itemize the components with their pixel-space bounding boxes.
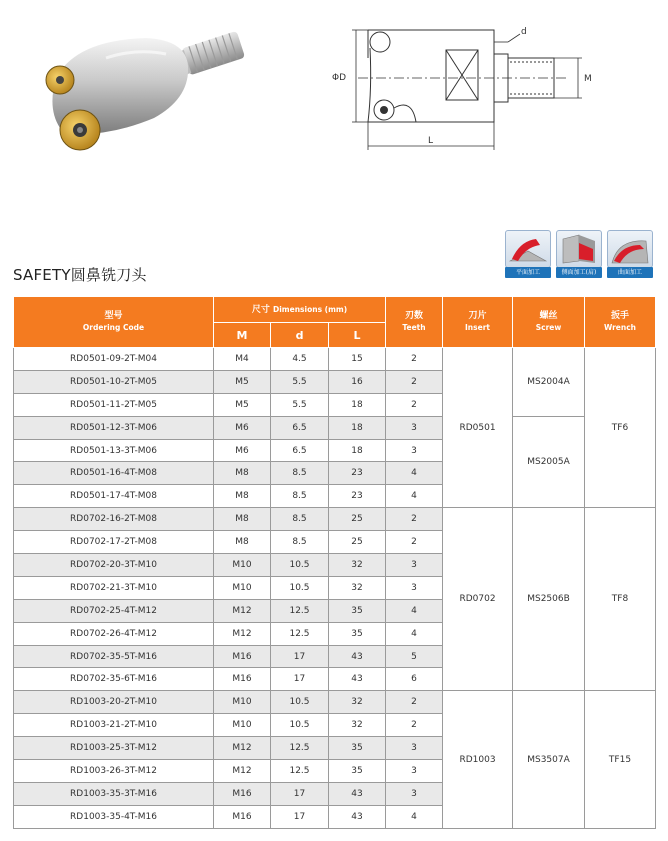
ordering-code-cell: RD0501-10-2T-M05 (14, 370, 214, 393)
teeth-cell: 5 (386, 645, 443, 668)
m-cell: M8 (214, 462, 271, 485)
header-dimensions-cn: 尺寸 (251, 304, 270, 315)
table-row (14, 691, 656, 714)
d-cell: 12.5 (271, 760, 329, 783)
l-cell: 35 (329, 737, 386, 760)
d-cell: 17 (271, 668, 329, 691)
ordering-code-cell: RD0702-17-2T-M08 (14, 531, 214, 554)
m-cell: M12 (214, 599, 271, 622)
teeth-cell: 4 (386, 805, 443, 828)
teeth-cell: 3 (386, 554, 443, 577)
curved-surface-icon (607, 230, 653, 278)
teeth-cell: 3 (386, 737, 443, 760)
face-milling-label: 平面加工 (505, 267, 551, 278)
wrench-cell: TF6 (585, 348, 656, 508)
l-cell: 25 (329, 531, 386, 554)
teeth-cell: 3 (386, 760, 443, 783)
screw-cell: MS3507A (513, 691, 585, 828)
l-cell: 18 (329, 416, 386, 439)
header-insert (443, 297, 513, 348)
l-cell: 43 (329, 805, 386, 828)
screw-cell: MS2004A (513, 348, 585, 417)
d-cell: 12.5 (271, 737, 329, 760)
table-row (14, 416, 656, 439)
d-cell: 10.5 (271, 554, 329, 577)
insert-cell: RD0501 (443, 348, 513, 508)
ordering-code-cell: RD0501-09-2T-M04 (14, 348, 214, 371)
m-cell: M12 (214, 622, 271, 645)
ordering-code-cell: RD0702-35-6T-M16 (14, 668, 214, 691)
product-photo (36, 18, 256, 153)
header-l: L (329, 323, 386, 348)
l-cell: 32 (329, 554, 386, 577)
teeth-cell: 3 (386, 416, 443, 439)
d-cell: 12.5 (271, 599, 329, 622)
l-cell: 35 (329, 622, 386, 645)
header-insert-cn: 刀片 (468, 311, 487, 321)
d-cell: 8.5 (271, 462, 329, 485)
ordering-code-cell: RD1003-20-2T-M10 (14, 691, 214, 714)
ordering-code-cell: RD0501-12-3T-M06 (14, 416, 214, 439)
header-screw (513, 297, 585, 348)
screw-cell: MS2506B (513, 508, 585, 691)
ordering-code-cell: RD1003-26-3T-M12 (14, 760, 214, 783)
m-cell: M8 (214, 485, 271, 508)
ordering-code-cell: RD0501-16-4T-M08 (14, 462, 214, 485)
ordering-code-cell: RD0702-16-2T-M08 (14, 508, 214, 531)
ordering-code-cell: RD0501-17-4T-M08 (14, 485, 214, 508)
l-cell: 25 (329, 508, 386, 531)
m-cell: M16 (214, 782, 271, 805)
m-cell: M8 (214, 508, 271, 531)
l-cell: 35 (329, 599, 386, 622)
teeth-cell: 4 (386, 462, 443, 485)
dimension-drawing (326, 18, 626, 158)
header-teeth-en: Teeth (402, 323, 426, 332)
l-cell: 16 (329, 370, 386, 393)
d-cell: 17 (271, 805, 329, 828)
m-cell: M10 (214, 714, 271, 737)
curved-surface-label: 曲面加工 (607, 267, 653, 278)
header-dimensions (214, 297, 386, 323)
teeth-cell: 4 (386, 622, 443, 645)
m-cell: M10 (214, 691, 271, 714)
d-cell: 5.5 (271, 393, 329, 416)
l-cell: 32 (329, 714, 386, 737)
d-cell: 17 (271, 782, 329, 805)
ordering-code-cell: RD1003-21-2T-M10 (14, 714, 214, 737)
teeth-cell: 4 (386, 485, 443, 508)
d-cell: 6.5 (271, 416, 329, 439)
dimension-L-label: L (428, 136, 434, 146)
m-cell: M10 (214, 554, 271, 577)
page-title: SAFETY圆鼻铣刀头 (13, 266, 147, 284)
header-wrench-cn: 扳手 (610, 311, 629, 321)
ordering-code-cell: RD0702-20-3T-M10 (14, 554, 214, 577)
l-cell: 32 (329, 576, 386, 599)
d-cell: 5.5 (271, 370, 329, 393)
side-milling-label: 侧面加工(肩) (556, 267, 602, 278)
l-cell: 43 (329, 782, 386, 805)
teeth-cell: 3 (386, 576, 443, 599)
m-cell: M12 (214, 737, 271, 760)
header-m: M (214, 323, 271, 348)
wrench-cell: TF15 (585, 691, 656, 828)
header-wrench (585, 297, 656, 348)
ordering-code-cell: RD0702-35-5T-M16 (14, 645, 214, 668)
teeth-cell: 3 (386, 782, 443, 805)
dimension-d-label: d (521, 27, 527, 37)
m-cell: M5 (214, 393, 271, 416)
d-cell: 17 (271, 645, 329, 668)
ordering-code-cell: RD0702-25-4T-M12 (14, 599, 214, 622)
teeth-cell: 2 (386, 691, 443, 714)
l-cell: 32 (329, 691, 386, 714)
header-ordering-code-cn: 型号 (104, 311, 123, 321)
insert-cell: RD1003 (443, 691, 513, 828)
l-cell: 18 (329, 393, 386, 416)
m-cell: M16 (214, 805, 271, 828)
ordering-code-cell: RD0501-13-3T-M06 (14, 439, 214, 462)
d-cell: 10.5 (271, 714, 329, 737)
header-teeth (386, 297, 443, 348)
header-d: d (271, 323, 329, 348)
teeth-cell: 2 (386, 370, 443, 393)
insert-cell: RD0702 (443, 508, 513, 691)
ordering-code-cell: RD0501-11-2T-M05 (14, 393, 214, 416)
wrench-cell: TF8 (585, 508, 656, 691)
d-cell: 6.5 (271, 439, 329, 462)
screw-cell: MS2005A (513, 416, 585, 508)
header-ordering-code-en: Ordering Code (82, 323, 145, 332)
spec-table (13, 296, 656, 829)
ordering-code-cell: RD1003-25-3T-M12 (14, 737, 214, 760)
l-cell: 15 (329, 348, 386, 371)
l-cell: 18 (329, 439, 386, 462)
spec-table-body (14, 348, 656, 829)
l-cell: 35 (329, 760, 386, 783)
m-cell: M10 (214, 576, 271, 599)
m-cell: M5 (214, 370, 271, 393)
m-cell: M6 (214, 416, 271, 439)
teeth-cell: 3 (386, 439, 443, 462)
ordering-code-cell: RD0702-21-3T-M10 (14, 576, 214, 599)
table-row (14, 348, 656, 371)
ordering-code-cell: RD0702-26-4T-M12 (14, 622, 214, 645)
header-wrench-en: Wrench (603, 323, 637, 332)
dimension-D-label: ΦD (332, 73, 347, 83)
l-cell: 43 (329, 645, 386, 668)
teeth-cell: 2 (386, 348, 443, 371)
m-cell: M12 (214, 760, 271, 783)
table-row (14, 508, 656, 531)
d-cell: 8.5 (271, 485, 329, 508)
machining-type-icons (505, 230, 653, 280)
teeth-cell: 2 (386, 714, 443, 737)
l-cell: 43 (329, 668, 386, 691)
header-ordering-code (14, 297, 214, 348)
teeth-cell: 2 (386, 508, 443, 531)
m-cell: M6 (214, 439, 271, 462)
l-cell: 23 (329, 462, 386, 485)
teeth-cell: 6 (386, 668, 443, 691)
d-cell: 8.5 (271, 531, 329, 554)
d-cell: 10.5 (271, 691, 329, 714)
header-teeth-cn: 刃数 (404, 311, 423, 321)
dimension-M-label: M (584, 74, 592, 84)
d-cell: 10.5 (271, 576, 329, 599)
header-screw-cn: 螺丝 (539, 311, 558, 321)
l-cell: 23 (329, 485, 386, 508)
header-insert-en: Insert (465, 323, 490, 332)
teeth-cell: 2 (386, 393, 443, 416)
teeth-cell: 2 (386, 531, 443, 554)
d-cell: 12.5 (271, 622, 329, 645)
header-screw-en: Screw (535, 323, 562, 332)
d-cell: 8.5 (271, 508, 329, 531)
m-cell: M16 (214, 668, 271, 691)
face-milling-icon (505, 230, 551, 278)
side-milling-icon (556, 230, 602, 278)
d-cell: 4.5 (271, 348, 329, 371)
ordering-code-cell: RD1003-35-3T-M16 (14, 782, 214, 805)
teeth-cell: 4 (386, 599, 443, 622)
m-cell: M4 (214, 348, 271, 371)
m-cell: M8 (214, 531, 271, 554)
m-cell: M16 (214, 645, 271, 668)
header-dimensions-en: Dimensions (mm) (273, 304, 348, 314)
ordering-code-cell: RD1003-35-4T-M16 (14, 805, 214, 828)
